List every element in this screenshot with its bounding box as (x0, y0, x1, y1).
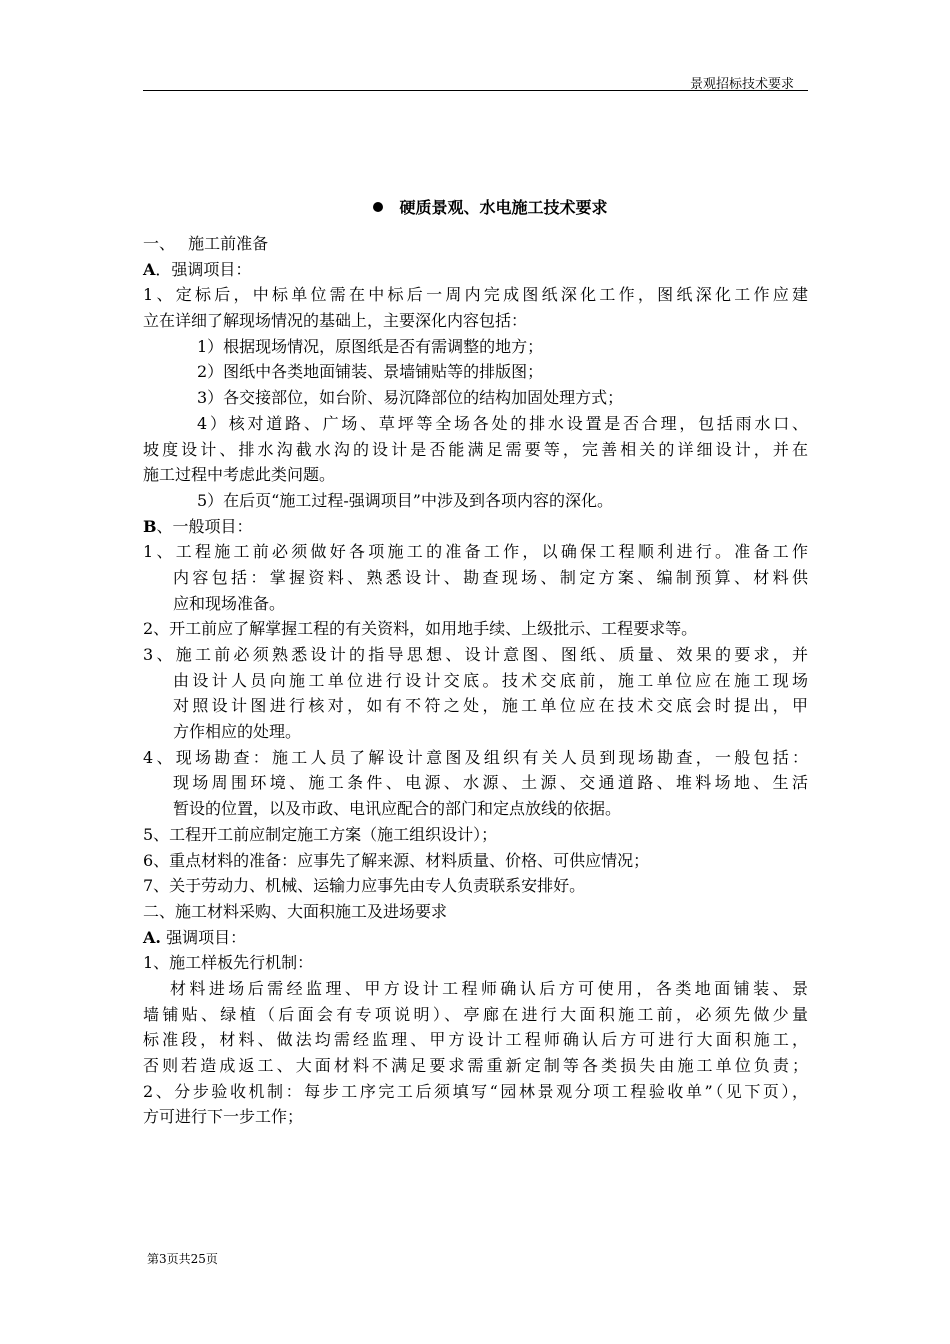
text-line (143, 591, 808, 617)
text-line (143, 308, 808, 334)
text-line (143, 539, 808, 565)
text-line (143, 1104, 808, 1130)
text-line (143, 231, 808, 257)
line-text: 2、分步验收机制：每步工序完工后须填写“园林景观分项工程验收单”（见下页）， (143, 1081, 808, 1101)
text-line (143, 745, 808, 771)
text-line (143, 411, 808, 437)
line-text: 方可进行下一步工作； (143, 1107, 304, 1127)
line-text: 施工过程中考虑此类问题。 (143, 465, 336, 485)
line-text: 否则若造成返工、大面材料不满足要求需重新定制等各类损失由施工单位负责； (143, 1056, 808, 1075)
text-line (143, 1053, 808, 1079)
line-text: 对照设计图进行核对，如有不符之处，施工单位应在技术交底会时提出，甲 (173, 696, 808, 716)
line-text: 二、施工材料采购、大面积施工及进场要求 (143, 901, 448, 921)
line-text: 坡度设计、排水沟截水沟的设计是否能满足需要等，完善相关的详细设计，并在 (143, 439, 808, 459)
line-text: 4、现场勘查：施工人员了解设计意图及组织有关人员到现场勘查，一般包括： (143, 747, 808, 767)
text-line (143, 668, 808, 694)
item-label: B (143, 516, 157, 536)
line-text: 3）各交接部位，如台阶、易沉降部位的结构加固处理方式； (197, 388, 624, 408)
text-line (143, 925, 808, 951)
line-text: 现场周围环境、施工条件、电源、水源、土源、交通道路、堆料场地、生活 (173, 773, 808, 793)
text-line (143, 334, 808, 360)
line-text: 2、开工前应了解掌握工程的有关资料，如用地手续、上级批示、工程要求等。 (143, 619, 698, 639)
line-text: 一、 施工前准备 (143, 234, 269, 253)
line-text: 6、重点材料的准备：应事先了解来源、材料质量、价格、可供应情况； (143, 850, 650, 870)
text-line (143, 976, 808, 1002)
text-line (143, 950, 808, 976)
line-text: 3、施工前必须熟悉设计的指导思想、设计意图、图纸、质量、效果的要求，并 (143, 645, 808, 664)
section-title-text: 硬质景观、水电施工技术要求 (399, 198, 608, 217)
line-text: 应和现场准备。 (173, 593, 286, 613)
line-text: 2）图纸中各类地面铺装、景墙铺贴等的排版图； (197, 362, 544, 382)
line-text: 材料进场后需经监理、甲方设计工程师确认后方可使用，各类地面铺装、景 (170, 978, 808, 998)
document-body (143, 193, 808, 1130)
line-text: 立在详细了解现场情况的基础上，主要深化内容包括： (143, 311, 528, 331)
text-line (143, 693, 808, 719)
section-title (143, 193, 808, 223)
text-line (143, 822, 808, 848)
text-line (143, 848, 808, 874)
line-text: 标准段，材料、做法均需经监理、甲方设计工程师确认后方可进行大面积施工， (143, 1030, 808, 1050)
item-label: A (143, 259, 156, 279)
text-line (143, 770, 808, 796)
page-footer: 第3页共25页 (147, 1252, 218, 1266)
text-line (143, 437, 808, 463)
paragraph-lines (143, 231, 808, 1130)
text-line (143, 514, 808, 540)
line-text: 、一般项目： (156, 516, 253, 536)
header-text: 景观招标技术要求 (689, 77, 794, 92)
text-line (143, 1002, 808, 1028)
line-text: 1、施工样板先行机制： (143, 953, 314, 973)
text-line (143, 899, 808, 925)
text-line (143, 359, 808, 385)
line-text: 1、工程施工前必须做好各项施工的准备工作，以确保工程顺利进行。准备工作 (143, 542, 808, 562)
line-text: 方作相应的处理。 (173, 722, 302, 742)
text-line (143, 642, 808, 668)
text-line (143, 257, 808, 283)
line-text: 4）核对道路、广场、草坪等全场各处的排水设置是否合理，包括雨水口、 (197, 413, 808, 433)
line-text: 由设计人员向施工单位进行设计交底。技术交底前，施工单位应在施工现场 (173, 670, 808, 690)
line-text: 5）在后页“施工过程-强调项目”中涉及到各项内容的深化。 (197, 490, 613, 510)
text-line (143, 385, 808, 411)
item-label: A. (143, 927, 161, 947)
bullet-icon (373, 202, 383, 212)
line-text: 7、关于劳动力、机械、运输力应事先由专人负责联系安排好。 (143, 876, 586, 896)
text-line (143, 796, 808, 822)
line-text: 内容包括：掌握资料、熟悉设计、勘查现场、制定方案、编制预算、材料供 (173, 567, 808, 587)
text-line (143, 616, 808, 642)
text-line (143, 282, 808, 308)
text-line (143, 462, 808, 488)
text-line (143, 565, 808, 591)
line-text: 1）根据现场情况，原图纸是否有需调整的地方； (197, 336, 544, 356)
page-header (143, 70, 808, 91)
line-text: ．强调项目： (155, 259, 252, 279)
text-line (143, 873, 808, 899)
text-line (143, 1079, 808, 1105)
line-text: 强调项目： (160, 927, 247, 947)
line-text: 墙铺贴、绿植（后面会有专项说明）、亭廊在进行大面积施工前，必须先做少量 (143, 1004, 808, 1024)
line-text: 暂设的位置，以及市政、电讯应配合的部门和定点放线的依据。 (173, 799, 622, 819)
text-line (143, 1027, 808, 1053)
line-text: 5、工程开工前应制定施工方案（施工组织设计）； (143, 824, 498, 844)
text-line (143, 719, 808, 745)
text-line (143, 488, 808, 514)
line-text: 1、定标后，中标单位需在中标后一周内完成图纸深化工作，图纸深化工作应建 (143, 285, 808, 305)
